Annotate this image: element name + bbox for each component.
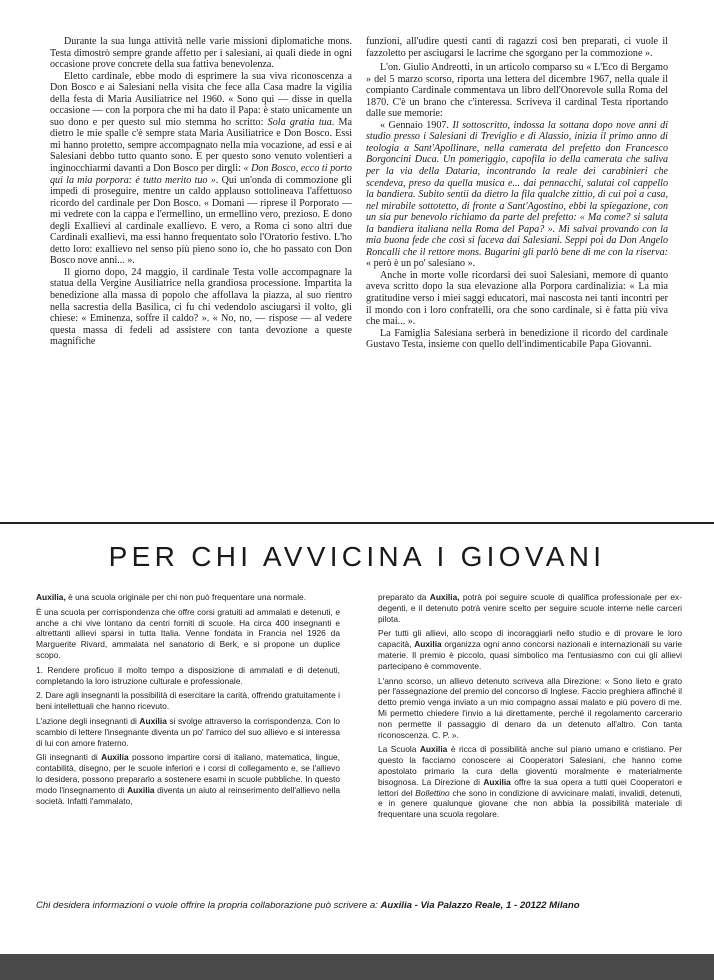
article-paragraph: L'on. Giulio Andreotti, in un articolo comparso su « L'Eco di Bergamo » del 5 marzo scorso, riporta una lettera del dicembre 1967, nella quale il compianto Cardinale commentava un libro dell'Onorevole sulla Roma del 1870. C'è un brano che c'interessa. Scriveva il cardinal Testa riportando dalle sue memorie:	[366, 62, 668, 120]
article-paragraph: Durante la sua lunga attività nelle varie missioni diplomatiche mons. Testa dimostrò sempre grande affetto per i salesiani, ai quali diede in ogni occasione prove concrete della sua fattiva benevolenza.	[50, 36, 352, 71]
box-paragraph	[378, 592, 682, 624]
article-paragraph: Anche in morte volle ricordarsi dei suoi Salesiani, memore di quanto aveva scritto dopo la sua elevazione alla Porpora cardinalizia: « La mia gratitudine verso i miei saggi educatori, mai nascosta nei tanti incontri per il mondo con i loro confratelli, ora che sono cardinale, si è fatta più viva che mai... ».	[366, 269, 668, 328]
article-paragraph: Il giorno dopo, 24 maggio, il cardinale Testa volle accompagnare la statua della Vergine Ausiliatrice nella grandiosa processione. Impartita la benedizione alla massa di popolo che affollava la piazza, al suo rientro nella sacrestia della Basilica, ci fu chi vedendolo asciugarsi il volto, gli chiese: « Eminenza, soffre il caldo? ». « No, no, — rispose — al vedere questa massa di fedeli ad assistere con tanta devozione a queste magnifiche	[50, 266, 352, 348]
brand-name: Auxilia	[127, 784, 155, 795]
article-paragraph	[50, 71, 352, 267]
brand-name: Auxilia	[414, 639, 442, 650]
article-paragraph: funzioni, all'udire questi canti di ragazzi così ben preparati, ci vuole il fazzoletto per asciugarsi le lacrime che sgorgano per la commozione ».	[366, 36, 668, 59]
box-paragraph: 1. Rendere proficuo il molto tempo a disposizione di ammalati e di detenuti, completando la loro istruzione culturale e professionale.	[36, 664, 340, 686]
bottom-edge-bar	[0, 954, 714, 980]
publication-title: Bollettino	[415, 787, 450, 798]
box-text: organizza ogni anno concorsi nazionali e internazionali su varie materie. Il premio è piccolo, quasi simbolico ma l'entusiasmo con cui gli allievi partecipano è commovente.	[378, 639, 682, 671]
article-text: Eletto cardinale, ebbe modo di esprimere la sua viva riconoscenza a Don Bosco e ai Salesiani nella visita che fece alla Casa madre la vigilia della festa di Maria Ausiliatrice nel 1960. « Sono qui — disse in quella occasione — con la porpora che mi ha dato il Papa: è stato unicamente un suo dono e per questo sul mio stemma ho scritto:	[50, 70, 352, 128]
brand-name: Auxilia	[139, 715, 167, 726]
brand-name: Auxilia	[419, 744, 448, 755]
article-paragraph: La Famiglia Salesiana serberà in benedizione il ricordo del cardinale Gustavo Testa, insieme con quello dell'indimenticabile Papa Giovanni.	[366, 327, 668, 351]
box-paragraph	[378, 628, 682, 671]
box-text: offre la sua opera a tutti quei Cooperatori e lettori del	[378, 776, 682, 798]
box-paragraph: 2. Dare agli insegnanti la possibilità di esercitare la carità, offrendo gratuitamente i beni intellettuali che hanno ricevuto.	[36, 690, 340, 712]
article-text: « Gennaio 1907.	[380, 119, 453, 131]
box-paragraph	[36, 716, 340, 748]
contact-text: Chi desidera informazioni o vuole offrire la propria collaborazione può scrivere a:	[36, 900, 381, 911]
box-paragraph	[378, 744, 682, 820]
article-text: . Qui un'onda di commozione gli impedì di proseguire, mentre un caldo applauso sottolineava l'affettuoso ricordo del cardinale per Don Bosco. « Domani — riprese il Porporato — mi vedrete con la cappa e l'ermellino, un ermellino vero, prezioso. E dono degli Exallievi al cardinale exallievo. E vero, a Roma ci sono altri due Cardinali exallievi, ma essi hanno frequentato solo l'Oratorio festivo. L'ho detto loro: exallievo nel senso più pieno sono io, che ho passato con Don Bosco nove anni... ».	[50, 174, 352, 267]
box-text: potrà poi seguire scuole di qualifica professionale per ex-degenti, e il detenuto potrà venire scelto per seguire scuole interne nelle carceri pilota.	[378, 592, 682, 624]
contact-address: Auxilia - Via Palazzo Reale, 1 - 20122 Milano	[380, 900, 580, 911]
contact-line	[36, 900, 686, 911]
article-body	[50, 36, 668, 496]
brand-name: Auxilia,	[429, 592, 460, 602]
box-text: è ricca di possibilità anche sul piano umano e cristiano. Per questo la facciamo conoscere ai Cooperatori Salesiani, che hanno come apostolato primario la cura della gioventù moralmente e materialmente bisognosa. La Direzione di	[378, 744, 682, 787]
box-left-column	[36, 592, 340, 810]
article-text: « però è un po' salesiano ».	[366, 258, 476, 270]
article-paragraph	[366, 120, 668, 270]
box-paragraph	[36, 752, 340, 806]
article-left-column	[50, 36, 352, 348]
box-paragraph	[36, 592, 340, 603]
article-right-column	[366, 36, 668, 351]
box-title: PER CHI AVVICINA I GIOVANI	[108, 541, 606, 572]
box-paragraph: L'anno scorso, un allievo detenuto scriveva alla Direzione: « Sono lieto e grato per l'assegnazione del premio del concorso di Inglese. Faccio preghiera affinché il detto premio venga inviato a un mio compagno assai malato e più povero di me. Mi permetto chiedere l'invio a lui direttamente, perché il regolamento carcerario non permette il passaggio di denaro da un detenuto all'altro. Con tanta riconoscenza. C. P. ».	[378, 675, 682, 740]
box-text: si svolge attraverso la corrispondenza. Con lo scambio di lettere l'insegnante diventa un po' l'amico del suo allievo e si interessa di lui con amore fraterno.	[36, 715, 340, 748]
box-text: La Scuola	[378, 744, 420, 755]
box-text: che sono in condizione di avvicinare malati, invalidi, detenuti, e in genere qualunque giovane che non abbia la possibilità materiale di frequentare una scuola regolare.	[378, 787, 683, 820]
box-text: diventa un aiuto al reinserimento dell'allievo nella società. Infatti l'ammalato,	[36, 784, 340, 806]
auxilia-box	[0, 522, 714, 938]
box-text: possono impartire corsi di italiano, matematica, lingue, contabilità, disegno, per le scuole inferiori e i corsi di collegamento e, se l'allievo lo desidera, possono prepararlo a sostenere esami in scuole pubbliche. In questo modo l'insegnamento di	[36, 752, 340, 795]
box-right-column	[378, 592, 682, 824]
article-text: . Ma dietro le mie spalle c'è sempre stata Maria Ausiliatrice e Don Bosco. Essi mi hanno protetto, sempre accompagnato nella mia vocazione, ad essi e ai Salesiani debbo tutto quanto sono. E per questo sono venuto volentieri a inginocchiarmi davanti a Don Bosco per dirgli:	[50, 116, 353, 175]
box-paragraph: È una scuola per corrispondenza che offre corsi gratuiti ad ammalati e detenuti, e anche a chi vive lontano da centri forniti di scuole. Ha circa 400 insegnanti e altrettanti allievi sparsi in tutta Italia. Venne fondata in Francia nel 1926 da Marguerite Rivard, ammalata nel sanatorio di Berk, e si propone un duplice scopo.	[36, 606, 340, 660]
brand-name: Auxilia	[101, 752, 129, 763]
memoir-quote: Il sottoscritto, indossa la sottana dopo nove anni di studio presso i Salesiani di Treviglio e di Alassio, inizia il primo anno di teologia a Sant'Apollinare, nella camerata del prefetto don Francesco Borgoncini Duca. Un pomeriggio, capofila io della camerata che saliva per la via della Dataria, incontrando la reale dei carabinieri che scendeva, preso da quella musica e... dai pennacchi, salutai col cappello la bandiera. Subito sentii da dietro la fila qualche zittio, di cui poi a casa, nel mirabile sottotetto, di fronte a Sant'Agostino, ebbi la spiegazione, con un sia pur benevolo richiamo da parte del prefetto: « Ma come? si saluta la bandiera italiana nella Roma del Papa? ». Mi salvai provando con la mia buona fede che così si faceva dai Salesiani. Seppi poi da Don Angelo Roncalli che il rettore mons. Bugarini gli parlò bene di me con la riserva:	[366, 119, 669, 258]
quote-text: « Don Bosco, ecco ti porto qui la mia porpora: è tutto merito tuo »	[50, 163, 352, 186]
box-text: Per tutti gli allievi, allo scopo di incoraggiarli nello studio e di provare le loro capacità,	[378, 628, 682, 650]
box-text: Gli insegnanti di	[36, 752, 102, 763]
box-text: è una scuola originale per chi non può frequentare una normale.	[65, 592, 307, 602]
brand-name: Auxilia	[483, 776, 511, 787]
box-text: preparato da	[378, 592, 430, 602]
box-text: L'azione degli insegnanti di	[36, 715, 140, 726]
motto-text: Sola gratia tua	[267, 116, 332, 128]
brand-name: Auxilia,	[36, 592, 66, 602]
